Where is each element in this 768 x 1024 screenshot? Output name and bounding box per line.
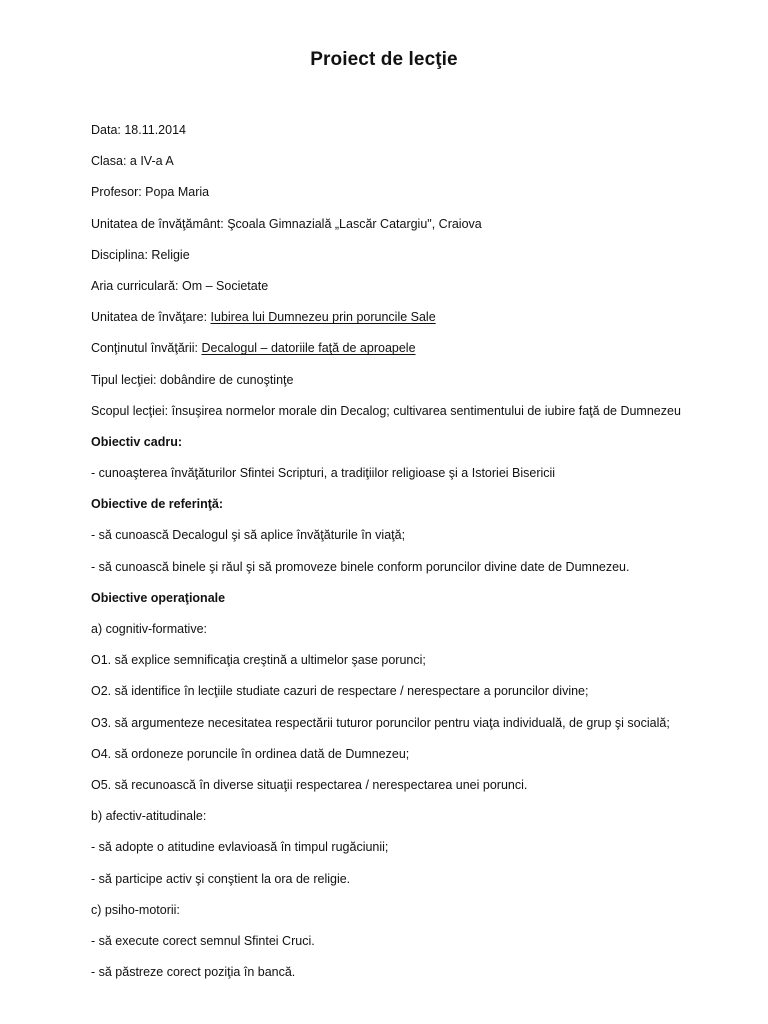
cognitive-objective-item: O2. să identifice în lecţiile studiate cazuri de respectare / nerespectare a poruncilor divine; bbox=[91, 684, 589, 699]
document-title: Proiect de lecţie bbox=[310, 49, 458, 70]
teacher-line: Profesor: Popa Maria bbox=[91, 185, 210, 200]
discipline-line: Disciplina: Religie bbox=[91, 247, 190, 262]
cognitive-label: a) cognitiv-formative: bbox=[91, 622, 208, 636]
cognitive-objective-item: O1. să explice semnificaţia creştină a ultimelor şase porunci; bbox=[91, 653, 426, 668]
affective-label: b) afectiv-atitudinale: bbox=[91, 809, 207, 824]
learning-unit-line bbox=[91, 307, 751, 338]
cognitive-objective-item: O5. să recunoască în diverse situaţii respectarea / nerespectarea unei porunci. bbox=[91, 777, 528, 792]
learning-unit-label: Unitatea de învăţare: bbox=[91, 310, 211, 325]
school-line: Unitatea de învăţământ: Şcoala Gimnazială „Lascăr Catargiu", Craiova bbox=[91, 216, 482, 231]
content-line bbox=[91, 338, 751, 369]
reference-objective-item: - să cunoască binele şi răul şi să promoveze binele conform poruncilor divine date de Dumnezeu. bbox=[91, 559, 630, 574]
reference-objectives-heading: Obiective de referinţă: bbox=[91, 497, 223, 512]
lesson-type-line: Tipul lecţiei: dobândire de cunoştinţe bbox=[91, 372, 294, 387]
reference-objective-item: - să cunoască Decalogul şi să aplice învăţăturile în viaţă; bbox=[91, 528, 406, 543]
class-line: Clasa: a IV-a A bbox=[91, 154, 174, 169]
cognitive-objective-item: O4. să ordoneze poruncile în ordinea dată de Dumnezeu; bbox=[91, 746, 410, 761]
framework-objective-item: - cunoaşterea învăţăturilor Sfintei Scripturi, a tradiţiilor religioase şi a Istoriei Bisericii bbox=[91, 466, 556, 481]
framework-objective-heading: Obiectiv cadru: bbox=[91, 434, 182, 449]
content-label: Conţinutul învăţării: bbox=[91, 341, 202, 356]
affective-objective-item: - să adopte o atitudine evlavioasă în timpul rugăciunii; bbox=[91, 840, 389, 855]
document-body bbox=[91, 120, 751, 993]
content-value: Decalogul – datoriile faţă de aproapele bbox=[201, 341, 416, 356]
affective-objective-item: - să participe activ şi conştient la ora de religie. bbox=[91, 871, 351, 886]
cognitive-objective-item: O3. să argumenteze necesitatea respectării tuturor poruncilor pentru viaţa individuală, de grup şi socială; bbox=[91, 715, 670, 730]
psychomotor-label: c) psiho-motorii: bbox=[91, 902, 180, 917]
date-line: Data: 18.11.2014 bbox=[91, 123, 186, 137]
learning-unit-value: Iubirea lui Dumnezeu prin poruncile Sale bbox=[210, 310, 436, 325]
psychomotor-objective-item: - să păstreze corect poziţia în bancă. bbox=[91, 965, 296, 980]
curricular-area-line: Aria curriculară: Om – Societate bbox=[91, 278, 269, 293]
psychomotor-objective-item: - să execute corect semnul Sfintei Cruci. bbox=[91, 933, 315, 948]
lesson-purpose-line: Scopul lecţiei: însuşirea normelor morale din Decalog; cultivarea sentimentului de iubire faţă de Dumnezeu bbox=[91, 403, 681, 418]
operational-objectives-heading: Obiective operaţionale bbox=[91, 590, 226, 605]
